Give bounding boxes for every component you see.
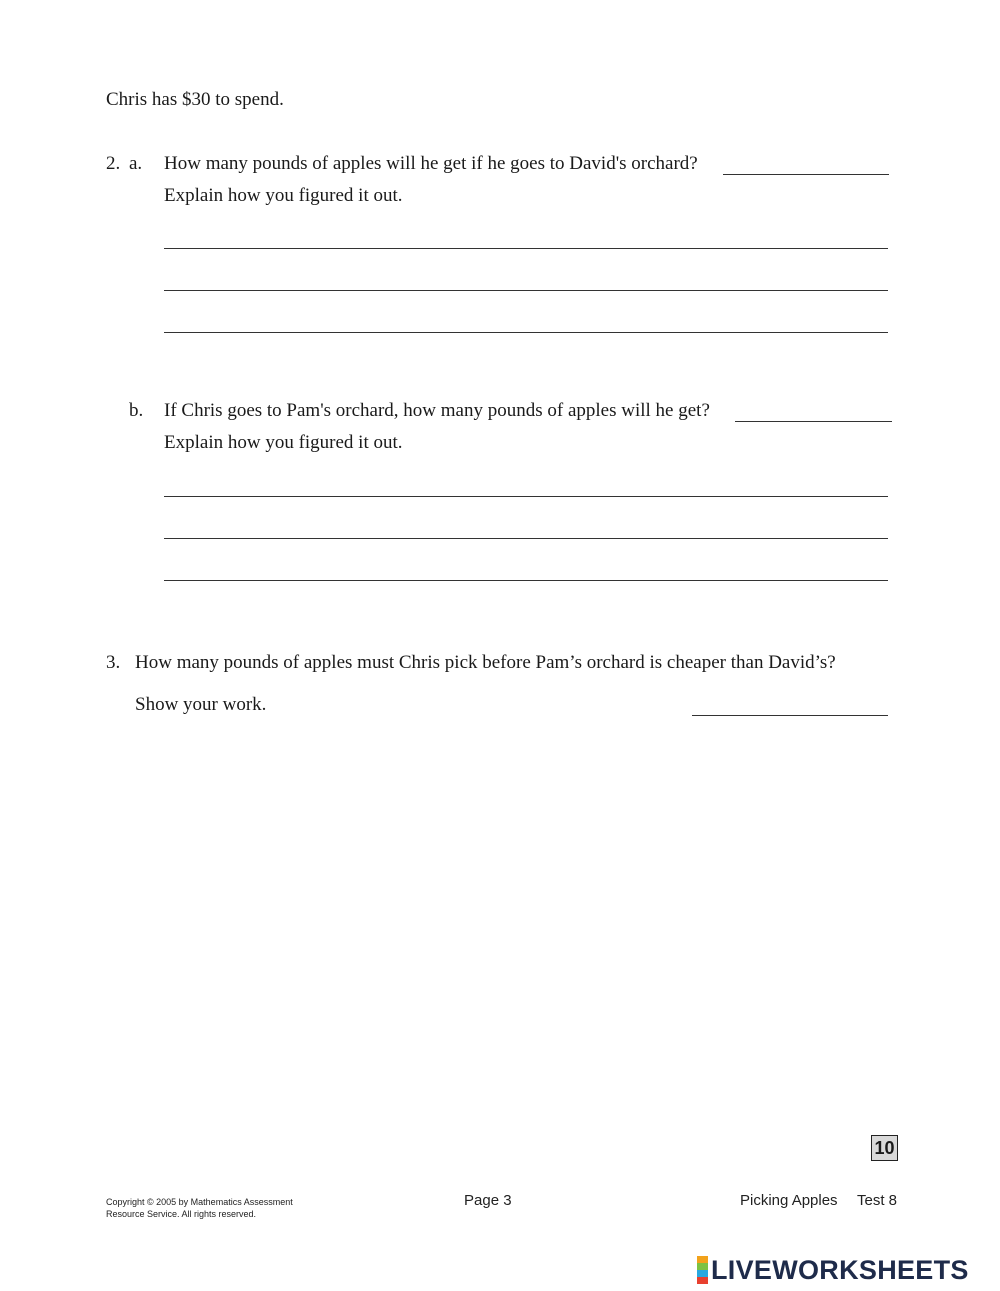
q3-question: How many pounds of apples must Chris pick before Pam’s orchard is cheaper than David’s? bbox=[135, 652, 836, 673]
footer-title: Picking Apples bbox=[740, 1192, 838, 1209]
q2b-answer-blank[interactable] bbox=[735, 421, 892, 422]
footer-copyright bbox=[106, 1196, 293, 1220]
q2a-label: a. bbox=[129, 153, 143, 174]
q2a-answer-blank[interactable] bbox=[723, 174, 889, 175]
q2a-question: How many pounds of apples will he get if he goes to David's orchard? bbox=[164, 153, 698, 174]
q2b-explain-line-2[interactable] bbox=[164, 538, 888, 539]
footer-copyright-line-2: Resource Service. All rights reserved. bbox=[106, 1209, 257, 1219]
q3-show-work: Show your work. bbox=[135, 694, 267, 715]
q2a-explain-prompt: Explain how you figured it out. bbox=[164, 185, 403, 206]
intro-text: Chris has $30 to spend. bbox=[106, 89, 284, 110]
logo-squares-icon bbox=[697, 1256, 708, 1284]
q3-number: 3. bbox=[106, 652, 121, 673]
q2a-explain-line-3[interactable] bbox=[164, 332, 888, 333]
q3-answer-blank[interactable] bbox=[692, 715, 888, 716]
q2a-explain-line-1[interactable] bbox=[164, 248, 888, 249]
q2a-explain-line-2[interactable] bbox=[164, 290, 888, 291]
q2b-label: b. bbox=[129, 400, 144, 421]
q2-number: 2. bbox=[106, 153, 121, 174]
footer-copyright-line-1: Copyright © 2005 by Mathematics Assessment bbox=[106, 1197, 293, 1207]
q2b-explain-line-3[interactable] bbox=[164, 580, 888, 581]
logo-text: LIVEWORKSHEETS bbox=[711, 1254, 969, 1285]
footer-test: Test 8 bbox=[857, 1192, 898, 1209]
score-box: 10 bbox=[871, 1135, 898, 1161]
liveworksheets-logo bbox=[697, 1255, 969, 1285]
footer-page-number: Page 3 bbox=[464, 1192, 512, 1209]
q2b-explain-prompt: Explain how you figured it out. bbox=[164, 432, 403, 453]
q2b-explain-line-1[interactable] bbox=[164, 496, 888, 497]
q2b-question: If Chris goes to Pam's orchard, how many pounds of apples will he get? bbox=[164, 400, 710, 421]
